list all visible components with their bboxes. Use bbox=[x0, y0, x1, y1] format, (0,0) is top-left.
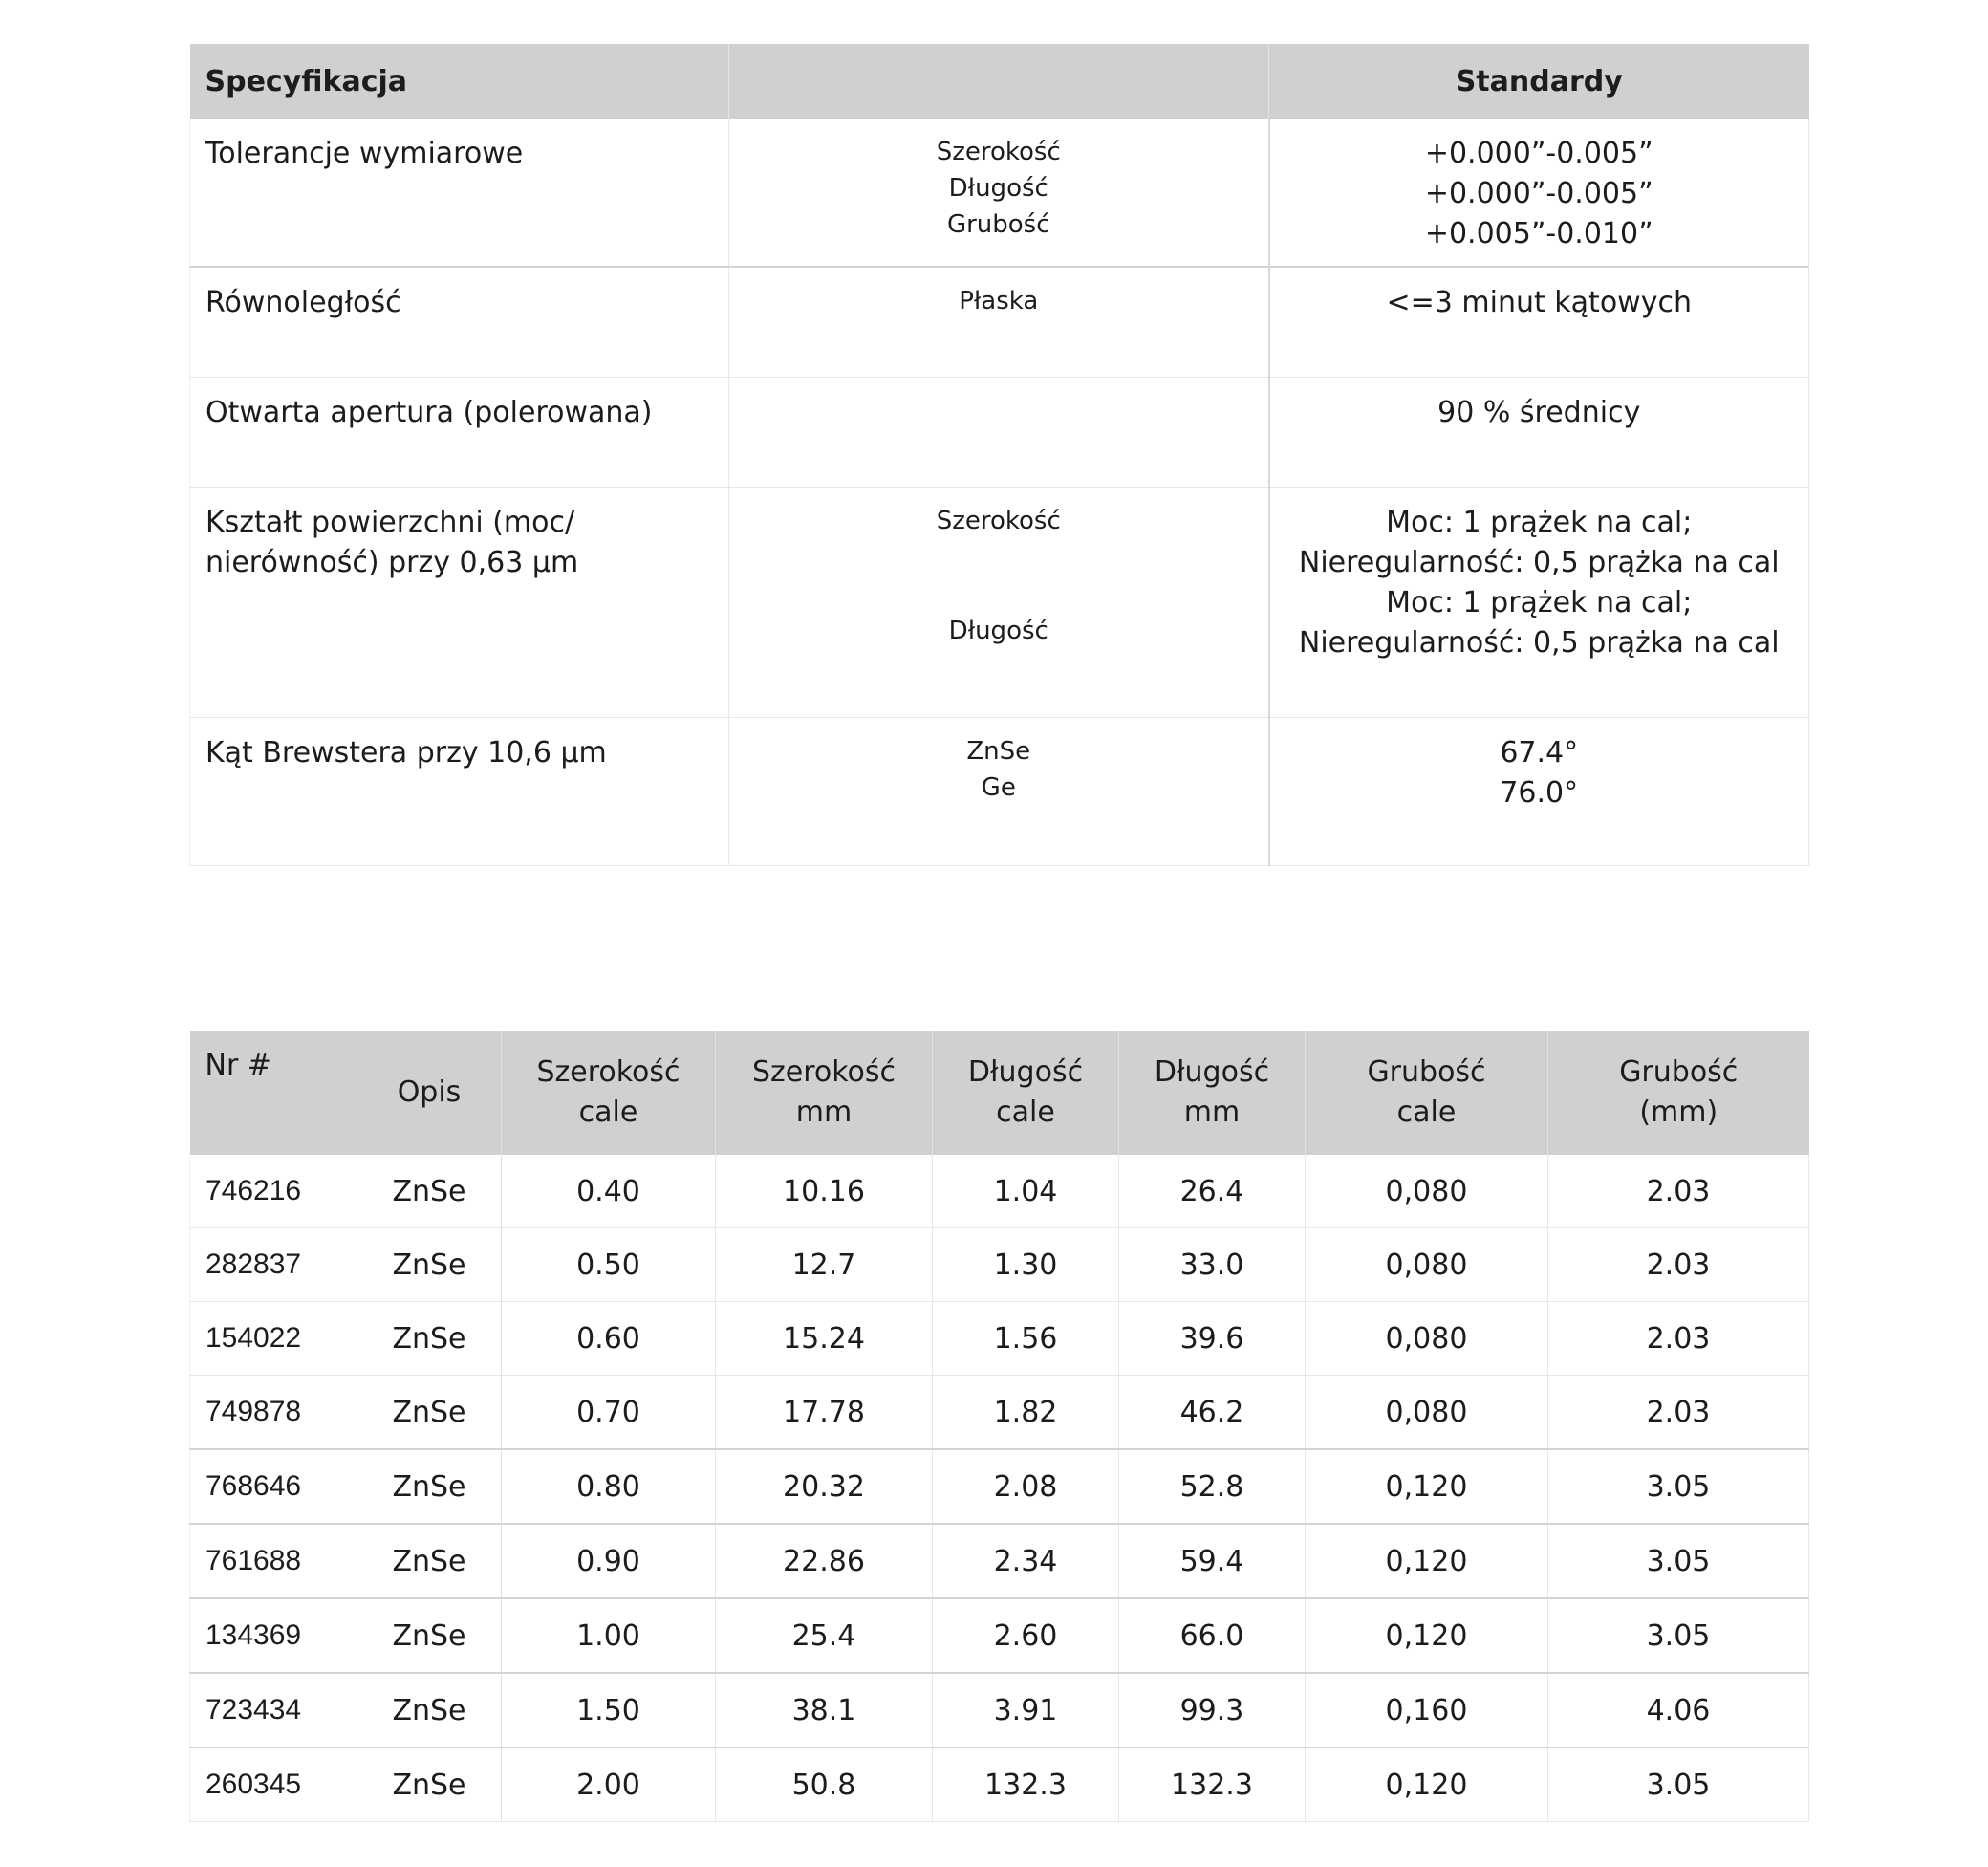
spec-name: Równoległość bbox=[190, 267, 729, 378]
product-header-line: Grubość bbox=[1367, 1055, 1486, 1089]
spec-sub-label: Płaska bbox=[959, 287, 1039, 315]
product-cell-opis: ZnSe bbox=[357, 1598, 502, 1673]
product-cell-grubosc-mm: 3.05 bbox=[1548, 1524, 1809, 1598]
table-row bbox=[190, 1673, 1809, 1748]
spec-standard-value: 76.0° bbox=[1500, 776, 1579, 810]
product-cell-nr: 761688 bbox=[190, 1524, 357, 1598]
spec-standard-value: Moc: 1 prążek na cal; bbox=[1386, 586, 1693, 619]
product-cell-grubosc-cale: 0,160 bbox=[1306, 1673, 1548, 1748]
product-header-line: (mm) bbox=[1639, 1096, 1718, 1129]
spec-standard-value: +0.000”-0.005” bbox=[1424, 137, 1653, 170]
product-cell-dlugosc-cale: 1.30 bbox=[933, 1228, 1119, 1302]
product-cell-dlugosc-mm: 99.3 bbox=[1119, 1673, 1306, 1748]
spec-header-specyfikacja: Specyfikacja bbox=[190, 44, 729, 119]
spec-sub-label: Szerokość bbox=[936, 138, 1061, 166]
product-cell-nr: 134369 bbox=[190, 1598, 357, 1673]
product-cell-dlugosc-mm: 132.3 bbox=[1119, 1748, 1306, 1822]
product-cell-nr: 746216 bbox=[190, 1155, 357, 1228]
product-cell-opis: ZnSe bbox=[357, 1302, 502, 1376]
spec-standard-value: <=3 minut kątowych bbox=[1386, 286, 1692, 319]
spec-sub-labels bbox=[729, 267, 1269, 378]
product-cell-dlugosc-cale: 132.3 bbox=[933, 1748, 1119, 1822]
product-cell-dlugosc-cale: 1.56 bbox=[933, 1302, 1119, 1376]
product-cell-nr: 260345 bbox=[190, 1748, 357, 1822]
product-header-szerokosc-cale bbox=[502, 1031, 716, 1155]
product-header-line: Grubość bbox=[1619, 1055, 1739, 1089]
spec-standard-values bbox=[1269, 718, 1809, 866]
product-cell-szerokosc-mm: 20.32 bbox=[716, 1449, 933, 1524]
table-row bbox=[190, 1228, 1809, 1302]
product-cell-szerokosc-cale: 0.80 bbox=[502, 1449, 716, 1524]
spec-row-surface-figure bbox=[190, 488, 1809, 718]
product-header-line: Długość bbox=[967, 1055, 1084, 1089]
spec-name-line: Kształt powierzchni (moc/ bbox=[205, 506, 575, 539]
product-cell-nr: 154022 bbox=[190, 1302, 357, 1376]
spec-standard-value: 67.4° bbox=[1500, 736, 1579, 770]
product-cell-opis: ZnSe bbox=[357, 1228, 502, 1302]
product-cell-dlugosc-mm: 26.4 bbox=[1119, 1155, 1306, 1228]
product-cell-nr: 723434 bbox=[190, 1673, 357, 1748]
product-cell-szerokosc-mm: 25.4 bbox=[716, 1598, 933, 1673]
spec-sub-label: Szerokość bbox=[936, 507, 1061, 535]
product-cell-grubosc-cale: 0,120 bbox=[1306, 1598, 1548, 1673]
product-cell-opis: ZnSe bbox=[357, 1673, 502, 1748]
product-cell-dlugosc-mm: 59.4 bbox=[1119, 1524, 1306, 1598]
product-cell-dlugosc-mm: 39.6 bbox=[1119, 1302, 1306, 1376]
product-cell-dlugosc-cale: 1.04 bbox=[933, 1155, 1119, 1228]
spec-standard-value: Nieregularność: 0,5 prążka na cal bbox=[1298, 546, 1780, 579]
product-header-dlugosc-cale bbox=[933, 1031, 1119, 1155]
product-cell-dlugosc-cale: 3.91 bbox=[933, 1673, 1119, 1748]
product-cell-grubosc-cale: 0,120 bbox=[1306, 1524, 1548, 1598]
product-header-line: Szerokość bbox=[536, 1055, 681, 1089]
spec-standard-value: +0.005”-0.010” bbox=[1424, 217, 1653, 250]
product-cell-dlugosc-cale: 2.08 bbox=[933, 1449, 1119, 1524]
product-header-grubosc-cale bbox=[1306, 1031, 1548, 1155]
product-cell-dlugosc-cale: 2.34 bbox=[933, 1524, 1119, 1598]
spec-header-standardy: Standardy bbox=[1269, 44, 1809, 119]
product-cell-grubosc-cale: 0,080 bbox=[1306, 1155, 1548, 1228]
product-cell-dlugosc-mm: 46.2 bbox=[1119, 1376, 1306, 1450]
product-cell-grubosc-mm: 3.05 bbox=[1548, 1598, 1809, 1673]
table-row bbox=[190, 1376, 1809, 1450]
product-cell-dlugosc-mm: 52.8 bbox=[1119, 1449, 1306, 1524]
product-cell-grubosc-cale: 0,080 bbox=[1306, 1302, 1548, 1376]
spec-name: Otwarta apertura (polerowana) bbox=[190, 378, 729, 488]
spec-row-clear-aperture bbox=[190, 378, 1809, 488]
product-cell-szerokosc-mm: 12.7 bbox=[716, 1228, 933, 1302]
spec-sub-labels bbox=[729, 119, 1269, 267]
spec-sub-label: ZnSe bbox=[966, 737, 1031, 766]
product-cell-grubosc-mm: 2.03 bbox=[1548, 1302, 1809, 1376]
product-header-line: Nr # bbox=[205, 1049, 271, 1082]
product-header-opis bbox=[357, 1031, 502, 1155]
product-cell-nr: 768646 bbox=[190, 1449, 357, 1524]
spec-name bbox=[190, 488, 729, 718]
spec-sub-labels bbox=[729, 378, 1269, 488]
product-cell-szerokosc-cale: 0.70 bbox=[502, 1376, 716, 1450]
product-cell-dlugosc-cale: 1.82 bbox=[933, 1376, 1119, 1450]
product-cell-szerokosc-cale: 0.50 bbox=[502, 1228, 716, 1302]
product-cell-opis: ZnSe bbox=[357, 1376, 502, 1450]
product-cell-dlugosc-mm: 66.0 bbox=[1119, 1598, 1306, 1673]
spec-standard-values bbox=[1269, 378, 1809, 488]
product-header-line: cale bbox=[996, 1096, 1055, 1129]
spec-header-row bbox=[190, 44, 1809, 119]
product-cell-opis: ZnSe bbox=[357, 1748, 502, 1822]
product-cell-szerokosc-cale: 1.00 bbox=[502, 1598, 716, 1673]
product-header-line: cale bbox=[1396, 1096, 1457, 1129]
spec-name: Tolerancje wymiarowe bbox=[190, 119, 729, 267]
spec-sub-label: Ge bbox=[981, 773, 1016, 802]
spec-sub-label: Długość bbox=[948, 617, 1048, 645]
product-cell-grubosc-mm: 2.03 bbox=[1548, 1155, 1809, 1228]
table-row bbox=[190, 1524, 1809, 1598]
product-cell-dlugosc-mm: 33.0 bbox=[1119, 1228, 1306, 1302]
product-cell-opis: ZnSe bbox=[357, 1524, 502, 1598]
spec-standard-value: Moc: 1 prążek na cal; bbox=[1386, 506, 1693, 539]
product-cell-grubosc-cale: 0,120 bbox=[1306, 1748, 1548, 1822]
product-header-line: cale bbox=[578, 1096, 638, 1129]
product-cell-szerokosc-cale: 0.60 bbox=[502, 1302, 716, 1376]
spec-sub-label: Długość bbox=[948, 174, 1048, 203]
product-table-body bbox=[190, 1155, 1809, 1822]
spec-row-parallelism bbox=[190, 267, 1809, 378]
product-cell-szerokosc-mm: 50.8 bbox=[716, 1748, 933, 1822]
product-cell-grubosc-mm: 3.05 bbox=[1548, 1449, 1809, 1524]
spec-standard-values bbox=[1269, 267, 1809, 378]
product-cell-szerokosc-cale: 1.50 bbox=[502, 1673, 716, 1748]
product-header-line: mm bbox=[795, 1096, 853, 1129]
spec-sub-labels bbox=[729, 718, 1269, 866]
table-row bbox=[190, 1155, 1809, 1228]
product-cell-szerokosc-mm: 22.86 bbox=[716, 1524, 933, 1598]
product-cell-szerokosc-mm: 38.1 bbox=[716, 1673, 933, 1748]
product-cell-grubosc-mm: 4.06 bbox=[1548, 1673, 1809, 1748]
spec-name: Kąt Brewstera przy 10,6 µm bbox=[190, 718, 729, 866]
product-cell-nr: 282837 bbox=[190, 1228, 357, 1302]
product-header-szerokosc-mm bbox=[716, 1031, 933, 1155]
product-cell-grubosc-cale: 0,080 bbox=[1306, 1376, 1548, 1450]
product-header-line: Szerokość bbox=[751, 1055, 897, 1089]
product-cell-szerokosc-cale: 0.40 bbox=[502, 1155, 716, 1228]
product-cell-grubosc-cale: 0,120 bbox=[1306, 1449, 1548, 1524]
spec-standard-value: Nieregularność: 0,5 prążka na cal bbox=[1298, 626, 1780, 660]
spec-standard-values bbox=[1269, 488, 1809, 718]
product-table bbox=[189, 1031, 1809, 1822]
product-cell-grubosc-mm: 2.03 bbox=[1548, 1228, 1809, 1302]
product-cell-opis: ZnSe bbox=[357, 1155, 502, 1228]
spec-sub-label: Grubość bbox=[946, 210, 1050, 239]
spec-standard-values bbox=[1269, 119, 1809, 267]
product-cell-szerokosc-cale: 0.90 bbox=[502, 1524, 716, 1598]
product-header-row bbox=[190, 1031, 1809, 1155]
product-cell-szerokosc-mm: 15.24 bbox=[716, 1302, 933, 1376]
spec-sub-labels bbox=[729, 488, 1269, 718]
spec-row-brewster-angle bbox=[190, 718, 1809, 866]
product-cell-szerokosc-cale: 2.00 bbox=[502, 1748, 716, 1822]
table-row bbox=[190, 1598, 1809, 1673]
table-row bbox=[190, 1449, 1809, 1524]
spec-row-dimensional-tolerance bbox=[190, 119, 1809, 267]
product-cell-grubosc-mm: 3.05 bbox=[1548, 1748, 1809, 1822]
product-header-nr bbox=[190, 1031, 357, 1155]
product-cell-dlugosc-cale: 2.60 bbox=[933, 1598, 1119, 1673]
product-cell-grubosc-cale: 0,080 bbox=[1306, 1228, 1548, 1302]
product-cell-szerokosc-mm: 10.16 bbox=[716, 1155, 933, 1228]
product-cell-szerokosc-mm: 17.78 bbox=[716, 1376, 933, 1450]
table-row bbox=[190, 1748, 1809, 1822]
product-header-line: Długość bbox=[1154, 1055, 1270, 1089]
product-cell-opis: ZnSe bbox=[357, 1449, 502, 1524]
spec-standard-value: 90 % średnicy bbox=[1437, 396, 1641, 429]
product-header-dlugosc-mm bbox=[1119, 1031, 1306, 1155]
product-cell-nr: 749878 bbox=[190, 1376, 357, 1450]
product-cell-grubosc-mm: 2.03 bbox=[1548, 1376, 1809, 1450]
spec-header-blank bbox=[729, 44, 1269, 119]
product-header-grubosc-mm bbox=[1548, 1031, 1809, 1155]
table-row bbox=[190, 1302, 1809, 1376]
product-header-line: Opis bbox=[397, 1075, 462, 1109]
spec-name-line: nierówność) przy 0,63 µm bbox=[205, 546, 579, 579]
specification-table bbox=[189, 44, 1809, 866]
product-header-line: mm bbox=[1183, 1096, 1241, 1129]
spec-standard-value: +0.000”-0.005” bbox=[1424, 177, 1653, 210]
